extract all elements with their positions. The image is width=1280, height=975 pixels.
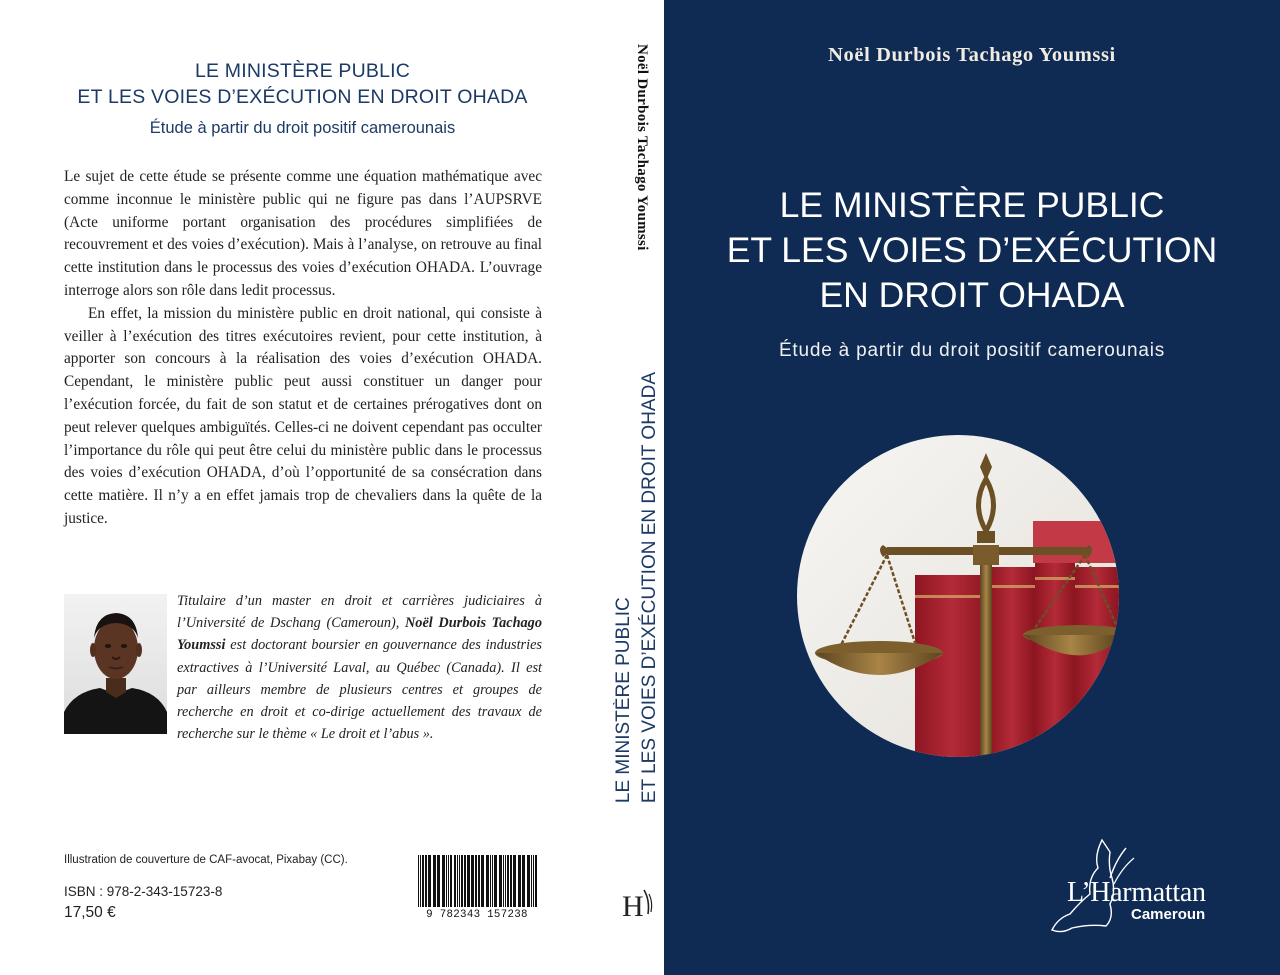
bio-text-part1: Titulaire d’un master en droit et carrières judiciaires à l’Université de Dschang (Cameroun), bbox=[177, 593, 542, 632]
barcode-bar bbox=[433, 855, 436, 907]
barcode-bar bbox=[481, 855, 484, 907]
front-title-line2: ET LES VOIES D’EXÉCUTION bbox=[726, 230, 1218, 270]
barcode-bar bbox=[475, 855, 477, 907]
barcode-bar bbox=[535, 855, 537, 907]
barcode-bar bbox=[450, 855, 452, 907]
barcode-digits: 9 782343 157238 bbox=[412, 909, 542, 921]
barcode-bar bbox=[522, 855, 525, 907]
front-title bbox=[664, 183, 1280, 318]
barcode-bar bbox=[425, 855, 427, 907]
barcode-bar bbox=[467, 855, 470, 907]
publisher-subtitle: Cameroun bbox=[1131, 906, 1206, 923]
illustration-credit: Illustration de couverture de CAF-avocat, Pixabay (CC). bbox=[64, 854, 348, 866]
barcode-bar bbox=[454, 855, 456, 907]
isbn: ISBN : 978-2-343-15723-8 bbox=[64, 884, 223, 899]
blurb-paragraph-1: Le sujet de cette étude se présente comme une équation mathématique avec comme inconnue le ministère public qui ne figure pas dans l’AUPSRVE (Acte uniforme portant organisation des procédures simplifiées de recouvrement et des voies d’exécution). Mais à l’analyse, on retrouve au final cette institution dans le processus des voies d’exécution OHADA. L’ouvrage interroge alors son rôle dans ledit processus. bbox=[64, 168, 542, 299]
author-portrait-graphic bbox=[64, 594, 167, 734]
barcode-bar bbox=[527, 855, 530, 907]
barcode-bar bbox=[459, 855, 460, 907]
barcode-bar bbox=[442, 855, 445, 907]
barcode-bar bbox=[418, 855, 419, 907]
barcode-bar bbox=[503, 855, 504, 907]
barcode-bar bbox=[494, 855, 497, 907]
front-title-line1: LE MINISTÈRE PUBLIC bbox=[779, 185, 1165, 225]
bio-text-part2: est doctorant boursier en gouvernance des industries extractives à l’Université Laval, au Québec (Canada). Il est par ailleurs membre de plusieurs centres et groupes de recherche en droit et co-dirige actuellement des travaux de recherche sur le thème « Le droit et l’abus ». bbox=[177, 637, 542, 743]
back-title-line2: ET LES VOIES D’EXÉCUTION EN DROIT OHADA bbox=[77, 86, 528, 108]
cover-illustration-graphic bbox=[797, 435, 1119, 757]
price: 17,50 € bbox=[64, 904, 116, 921]
spine-logo-graphic bbox=[622, 886, 658, 922]
front-author: Noël Durbois Tachago Youmssi bbox=[828, 44, 1116, 66]
author-portrait bbox=[64, 594, 167, 734]
barcode-bar bbox=[446, 855, 447, 907]
barcode-bar bbox=[513, 855, 516, 907]
barcode-bar bbox=[518, 855, 521, 907]
barcode-bar bbox=[471, 855, 474, 907]
barcode-bar bbox=[437, 855, 440, 907]
barcode-bar bbox=[448, 855, 449, 907]
back-cover-title bbox=[30, 58, 575, 110]
barcode-bar bbox=[533, 855, 534, 907]
spine-author: Noël Durbois Tachago Youmssi bbox=[634, 44, 650, 251]
barcode-bar bbox=[478, 855, 480, 907]
barcode-bar bbox=[461, 855, 463, 907]
barcode-bar bbox=[464, 855, 466, 907]
barcode-bar bbox=[490, 855, 491, 907]
publisher-name: L’Harmattan bbox=[1067, 877, 1206, 908]
blurb-paragraph-2: En effet, la mission du ministère public en droit national, qui consiste à veiller à l’exécution des titres exécutoires revient, pour cette institution, à apporter son concours à la réalisation des voies d’exécution OHADA. Cependant, le ministère public peut aussi constituer un danger pour l’exécution forcée, du fait de son statut et de certaines prérogatives dont on peut relever quelques ambiguïtés. Celles-ci ne doivent cependant pas occulter l’importance du rôle qui peut être celui du ministère public dans le processus des voies d’exécution OHADA, d’où l’opportunité de sa consécration dans cette matière. Il n’y a en effet jamais trop de chevaliers dans la quête de la justice. bbox=[64, 304, 542, 527]
barcode-bar bbox=[428, 855, 431, 907]
barcode-bar bbox=[422, 855, 424, 907]
blurb bbox=[64, 166, 542, 531]
author-bio bbox=[177, 590, 542, 745]
barcode-bar bbox=[492, 855, 493, 907]
barcode-bar bbox=[531, 855, 532, 907]
scale-of-justice-illustration bbox=[797, 435, 1119, 757]
barcode-bar bbox=[499, 855, 502, 907]
barcode-bar bbox=[420, 855, 421, 907]
bio-author-name: Noël Durbois Tachago Youmssi bbox=[177, 615, 542, 654]
barcode-bar bbox=[507, 855, 509, 907]
spine-title-line1: LE MINISTÈRE PUBLIC bbox=[613, 597, 634, 804]
barcode-bar bbox=[510, 855, 512, 907]
barcode-bar bbox=[457, 855, 458, 907]
harmattan-logo-icon bbox=[622, 886, 658, 927]
back-title-line1: LE MINISTÈRE PUBLIC bbox=[194, 60, 411, 82]
back-cover-subtitle: Étude à partir du droit positif camerounais bbox=[149, 119, 456, 137]
front-subtitle: Étude à partir du droit positif camerounais bbox=[778, 340, 1166, 361]
front-title-line3: EN DROIT OHADA bbox=[819, 275, 1125, 315]
barcode-bar bbox=[486, 855, 489, 907]
barcode-bar bbox=[505, 855, 506, 907]
spine-title-line2: ET LES VOIES D’EXÉCUTION EN DROIT OHADA bbox=[639, 372, 660, 804]
svg-text:H: H bbox=[622, 890, 644, 922]
barcode-graphic bbox=[412, 853, 542, 908]
spine-title bbox=[611, 372, 663, 803]
